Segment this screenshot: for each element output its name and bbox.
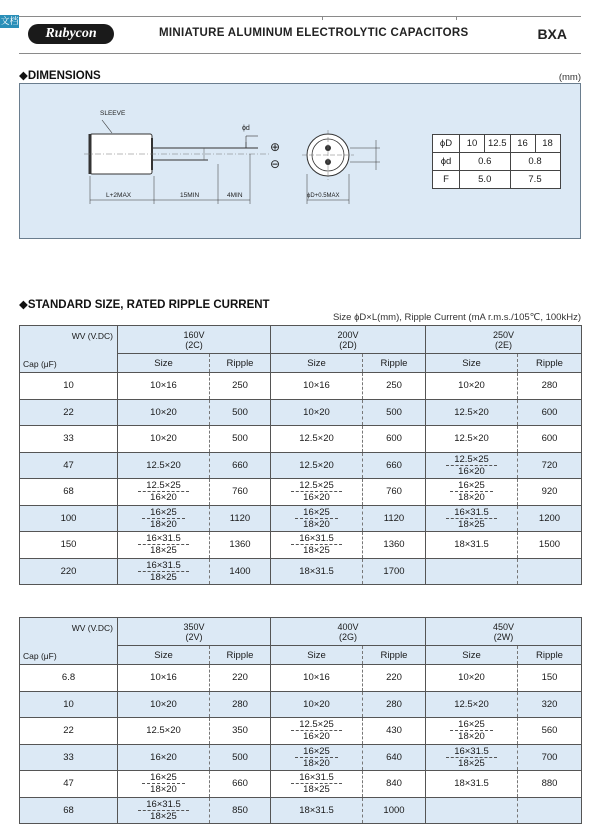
- voltage-header: [118, 326, 271, 354]
- ripple-cell: [518, 797, 582, 824]
- wv-label: WV (V.DC): [71, 331, 113, 341]
- capacitance-cell: 33: [20, 744, 118, 771]
- ripple-cell: 320: [518, 691, 582, 718]
- voltage-code: (2V): [185, 631, 203, 642]
- series-code: BXA: [537, 26, 567, 42]
- ripple-cell: 220: [363, 665, 426, 692]
- table-row: [433, 135, 561, 153]
- table-row: [20, 452, 582, 479]
- size-option: 12.5×25: [291, 480, 342, 492]
- ripple-cell: 850: [210, 797, 271, 824]
- size-cell: [118, 558, 210, 585]
- table-header-row: [20, 326, 582, 354]
- ripple-cell: 600: [363, 426, 426, 453]
- voltage-value: 400V: [337, 621, 359, 632]
- header-tick: [456, 16, 457, 20]
- table-cell: 5.0: [460, 171, 511, 189]
- size-option: 16×20: [303, 731, 330, 743]
- ripple-cell: 920: [518, 479, 582, 506]
- ripple-cell: 760: [210, 479, 271, 506]
- ripple-cell: 1000: [363, 797, 426, 824]
- ripple-cell: 1360: [363, 532, 426, 559]
- size-option: 18×20: [303, 518, 330, 530]
- lead-dimension-table: [432, 134, 561, 189]
- voltage-code: (2C): [185, 339, 203, 350]
- size-header: Size: [271, 354, 363, 373]
- size-option: 18×20: [303, 757, 330, 769]
- table-row: [20, 532, 582, 559]
- size-header: Size: [118, 646, 210, 665]
- header-tick: [322, 16, 323, 20]
- table-cell: 18: [535, 135, 560, 153]
- size-option: 18×20: [458, 492, 485, 504]
- size-option: 12.5×25: [446, 454, 497, 466]
- size-cell: [426, 558, 518, 585]
- ripple-cell: 250: [363, 373, 426, 400]
- size-option: 18×20: [150, 784, 177, 796]
- ripple-cell: 1500: [518, 532, 582, 559]
- table-row: [20, 505, 582, 532]
- size-cell: 10×16: [271, 665, 363, 692]
- size-cell: 18×31.5: [271, 558, 363, 585]
- table-row: [20, 479, 582, 506]
- size-cell: 18×31.5: [271, 797, 363, 824]
- table-cell: 10: [460, 135, 485, 153]
- capacitance-cell: 10: [20, 373, 118, 400]
- ripple-cell: 760: [363, 479, 426, 506]
- ripple-cell: 660: [210, 452, 271, 479]
- ripple-header: Ripple: [363, 646, 426, 665]
- table-row: [20, 744, 582, 771]
- size-cell: [118, 479, 210, 506]
- table-row: [20, 399, 582, 426]
- ripple-cell: 880: [518, 771, 582, 798]
- ripple-cell: 720: [518, 452, 582, 479]
- size-header: Size: [118, 354, 210, 373]
- diameter-label: ϕD+0.5MAX: [307, 193, 340, 199]
- size-option: 16×31.5: [291, 772, 342, 784]
- size-cell: 10×20: [426, 373, 518, 400]
- capacitance-cell: 22: [20, 399, 118, 426]
- capacitance-cell: 68: [20, 479, 118, 506]
- capacitance-cell: 220: [20, 558, 118, 585]
- ripple-cell: 600: [518, 399, 582, 426]
- table-row: [20, 771, 582, 798]
- size-header: Size: [426, 354, 518, 373]
- voltage-header: [426, 618, 582, 646]
- size-option: 16×31.5: [446, 746, 497, 758]
- plus-terminal-icon: ⊕: [270, 140, 281, 154]
- table-row: [20, 718, 582, 745]
- size-option: 18×25: [458, 757, 485, 769]
- size-cell: [118, 505, 210, 532]
- ripple-cell: 1700: [363, 558, 426, 585]
- size-cell: 10×16: [118, 665, 210, 692]
- size-option: 12.5×25: [291, 719, 342, 731]
- size-option: 18×25: [303, 545, 330, 557]
- wv-label: WV (V.DC): [71, 623, 113, 633]
- dimensions-panel: [19, 83, 581, 239]
- ripple-cell: 500: [210, 426, 271, 453]
- capacitance-cell: 100: [20, 505, 118, 532]
- table-cell: 7.5: [510, 171, 560, 189]
- table-row: [20, 797, 582, 824]
- ripple-cell: 560: [518, 718, 582, 745]
- lead-diameter-label: ϕd: [242, 125, 250, 132]
- size-option: 18×20: [458, 731, 485, 743]
- table-cell: 0.8: [510, 153, 560, 171]
- size-cell: [118, 797, 210, 824]
- size-cell: 10×20: [118, 426, 210, 453]
- ripple-cell: 1120: [363, 505, 426, 532]
- size-option: 16×31.5: [446, 507, 497, 519]
- ripple-cell: 150: [518, 665, 582, 692]
- table-row: [20, 426, 582, 453]
- axis-header-cell: [20, 326, 118, 373]
- size-option: 16×25: [295, 746, 338, 758]
- table-row: [20, 665, 582, 692]
- table-cell: 0.6: [460, 153, 511, 171]
- size-option: 16×25: [295, 507, 338, 519]
- voltage-header: [118, 618, 271, 646]
- voltage-value: 450V: [492, 621, 515, 632]
- size-cell: 10×20: [271, 691, 363, 718]
- size-option: 16×25: [142, 507, 185, 519]
- voltage-code: (2E): [494, 339, 512, 350]
- ripple-header: Ripple: [518, 646, 582, 665]
- size-cell: 10×20: [118, 399, 210, 426]
- size-cell: 10×20: [426, 665, 518, 692]
- size-cell: 12.5×20: [426, 426, 518, 453]
- size-cell: [271, 532, 363, 559]
- brand-logo: Rubycon: [28, 24, 114, 44]
- size-option: 18×20: [150, 518, 177, 530]
- ripple-cell: 660: [210, 771, 271, 798]
- size-cell: [426, 718, 518, 745]
- size-option: 16×25: [450, 719, 493, 731]
- cap-label: Cap (μF): [23, 359, 57, 369]
- ripple-cell: 280: [210, 691, 271, 718]
- ripple-cell: 700: [518, 744, 582, 771]
- ripple-cell: 500: [210, 744, 271, 771]
- capacitance-cell: 47: [20, 771, 118, 798]
- voltage-value: 200V: [337, 329, 359, 340]
- ripple-note: Size ϕD×L(mm), Ripple Current (mA r.m.s./105℃, 100kHz): [332, 312, 581, 323]
- ripple-cell: 660: [363, 452, 426, 479]
- size-cell: [118, 532, 210, 559]
- size-option: 16×31.5: [138, 799, 189, 811]
- voltage-header: [271, 618, 426, 646]
- capacitance-cell: 10: [20, 691, 118, 718]
- ripple-cell: 1400: [210, 558, 271, 585]
- size-cell: 18×31.5: [426, 771, 518, 798]
- table-cell: F: [433, 171, 460, 189]
- capacitance-cell: 150: [20, 532, 118, 559]
- size-option: 16×25: [142, 772, 185, 784]
- size-option: 16×31.5: [138, 560, 189, 572]
- size-cell: 10×20: [271, 399, 363, 426]
- ripple-table-1: [19, 325, 582, 585]
- ripple-table-2: [19, 617, 582, 824]
- size-cell: [426, 452, 518, 479]
- voltage-code: (2D): [339, 339, 357, 350]
- capacitance-cell: 22: [20, 718, 118, 745]
- size-option: 18×25: [150, 571, 177, 583]
- table-row: [20, 373, 582, 400]
- corner-tag: 文档: [0, 16, 19, 26]
- ripple-cell: 430: [363, 718, 426, 745]
- ripple-cell: 1360: [210, 532, 271, 559]
- size-cell: 10×16: [271, 373, 363, 400]
- size-cell: 12.5×20: [118, 452, 210, 479]
- voltage-code: (2W): [493, 631, 514, 642]
- size-option: 16×25: [450, 480, 493, 492]
- body-length-label: L+2MAX: [106, 192, 132, 199]
- voltage-header: [426, 326, 582, 354]
- size-option: 18×25: [150, 810, 177, 822]
- ripple-cell: 500: [210, 399, 271, 426]
- size-option: 16×31.5: [291, 533, 342, 545]
- ripple-cell: 1120: [210, 505, 271, 532]
- ripple-header: Ripple: [210, 646, 271, 665]
- size-cell: 12.5×20: [426, 691, 518, 718]
- size-cell: [426, 744, 518, 771]
- size-option: 18×25: [458, 518, 485, 530]
- ripple-cell: 640: [363, 744, 426, 771]
- size-option: 16×31.5: [138, 533, 189, 545]
- capacitance-cell: 6.8: [20, 665, 118, 692]
- table-cell: ϕd: [433, 153, 460, 171]
- ripple-cell: 600: [518, 426, 582, 453]
- table-row: [20, 558, 582, 585]
- size-cell: [271, 479, 363, 506]
- table-row: [433, 153, 561, 171]
- size-option: 12.5×25: [138, 480, 189, 492]
- size-cell: [426, 479, 518, 506]
- dimensions-unit: (mm): [558, 72, 581, 83]
- capacitance-cell: 47: [20, 452, 118, 479]
- size-cell: [426, 505, 518, 532]
- size-header: Size: [426, 646, 518, 665]
- voltage-code: (2G): [339, 631, 357, 642]
- sleeve-label: SLEEVE: [100, 110, 126, 117]
- capacitance-cell: 68: [20, 797, 118, 824]
- table-cell: 12.5: [485, 135, 511, 153]
- ripple-cell: 220: [210, 665, 271, 692]
- ripple-cell: 280: [518, 373, 582, 400]
- table-row: [433, 171, 561, 189]
- min-length-label: 4MIN: [227, 192, 243, 199]
- ripple-cell: 500: [363, 399, 426, 426]
- size-cell: [271, 718, 363, 745]
- size-cell: [271, 744, 363, 771]
- size-cell: 10×16: [118, 373, 210, 400]
- size-cell: [118, 771, 210, 798]
- size-cell: 12.5×20: [426, 399, 518, 426]
- voltage-value: 160V: [183, 329, 205, 340]
- cap-label: Cap (μF): [23, 651, 57, 661]
- voltage-value: 350V: [183, 621, 205, 632]
- page-header: [19, 16, 581, 54]
- size-option: 16×20: [303, 492, 330, 504]
- size-cell: [271, 505, 363, 532]
- table-header-row: [20, 618, 582, 646]
- document-title: MINIATURE ALUMINUM ELECTROLYTIC CAPACITORS: [159, 27, 469, 39]
- ripple-title: ◆STANDARD SIZE, RATED RIPPLE CURRENT: [19, 299, 270, 311]
- size-option: 18×25: [150, 545, 177, 557]
- ripple-cell: 1200: [518, 505, 582, 532]
- axis-header-cell: [20, 618, 118, 665]
- size-cell: [426, 797, 518, 824]
- voltage-value: 250V: [492, 329, 515, 340]
- dimensions-title: ◆DIMENSIONS: [19, 70, 101, 82]
- size-header: Size: [271, 646, 363, 665]
- ripple-cell: 350: [210, 718, 271, 745]
- size-option: 16×20: [458, 465, 485, 477]
- minus-terminal-icon: ⊖: [270, 157, 281, 171]
- table-cell: ϕD: [433, 135, 460, 153]
- capacitance-cell: 33: [20, 426, 118, 453]
- ripple-header: Ripple: [210, 354, 271, 373]
- voltage-header: [271, 326, 426, 354]
- ripple-cell: 250: [210, 373, 271, 400]
- ripple-cell: 840: [363, 771, 426, 798]
- size-cell: 12.5×20: [271, 426, 363, 453]
- ripple-header: Ripple: [518, 354, 582, 373]
- size-cell: 18×31.5: [426, 532, 518, 559]
- table-cell: 16: [510, 135, 535, 153]
- ripple-cell: [518, 558, 582, 585]
- size-cell: 12.5×20: [118, 718, 210, 745]
- size-cell: 12.5×20: [271, 452, 363, 479]
- size-option: 16×20: [150, 492, 177, 504]
- lead-length-label: 15MIN: [180, 192, 200, 199]
- size-cell: 16×20: [118, 744, 210, 771]
- size-option: 18×25: [303, 784, 330, 796]
- table-row: [20, 691, 582, 718]
- size-cell: [271, 771, 363, 798]
- ripple-header: Ripple: [363, 354, 426, 373]
- ripple-cell: 280: [363, 691, 426, 718]
- size-cell: 10×20: [118, 691, 210, 718]
